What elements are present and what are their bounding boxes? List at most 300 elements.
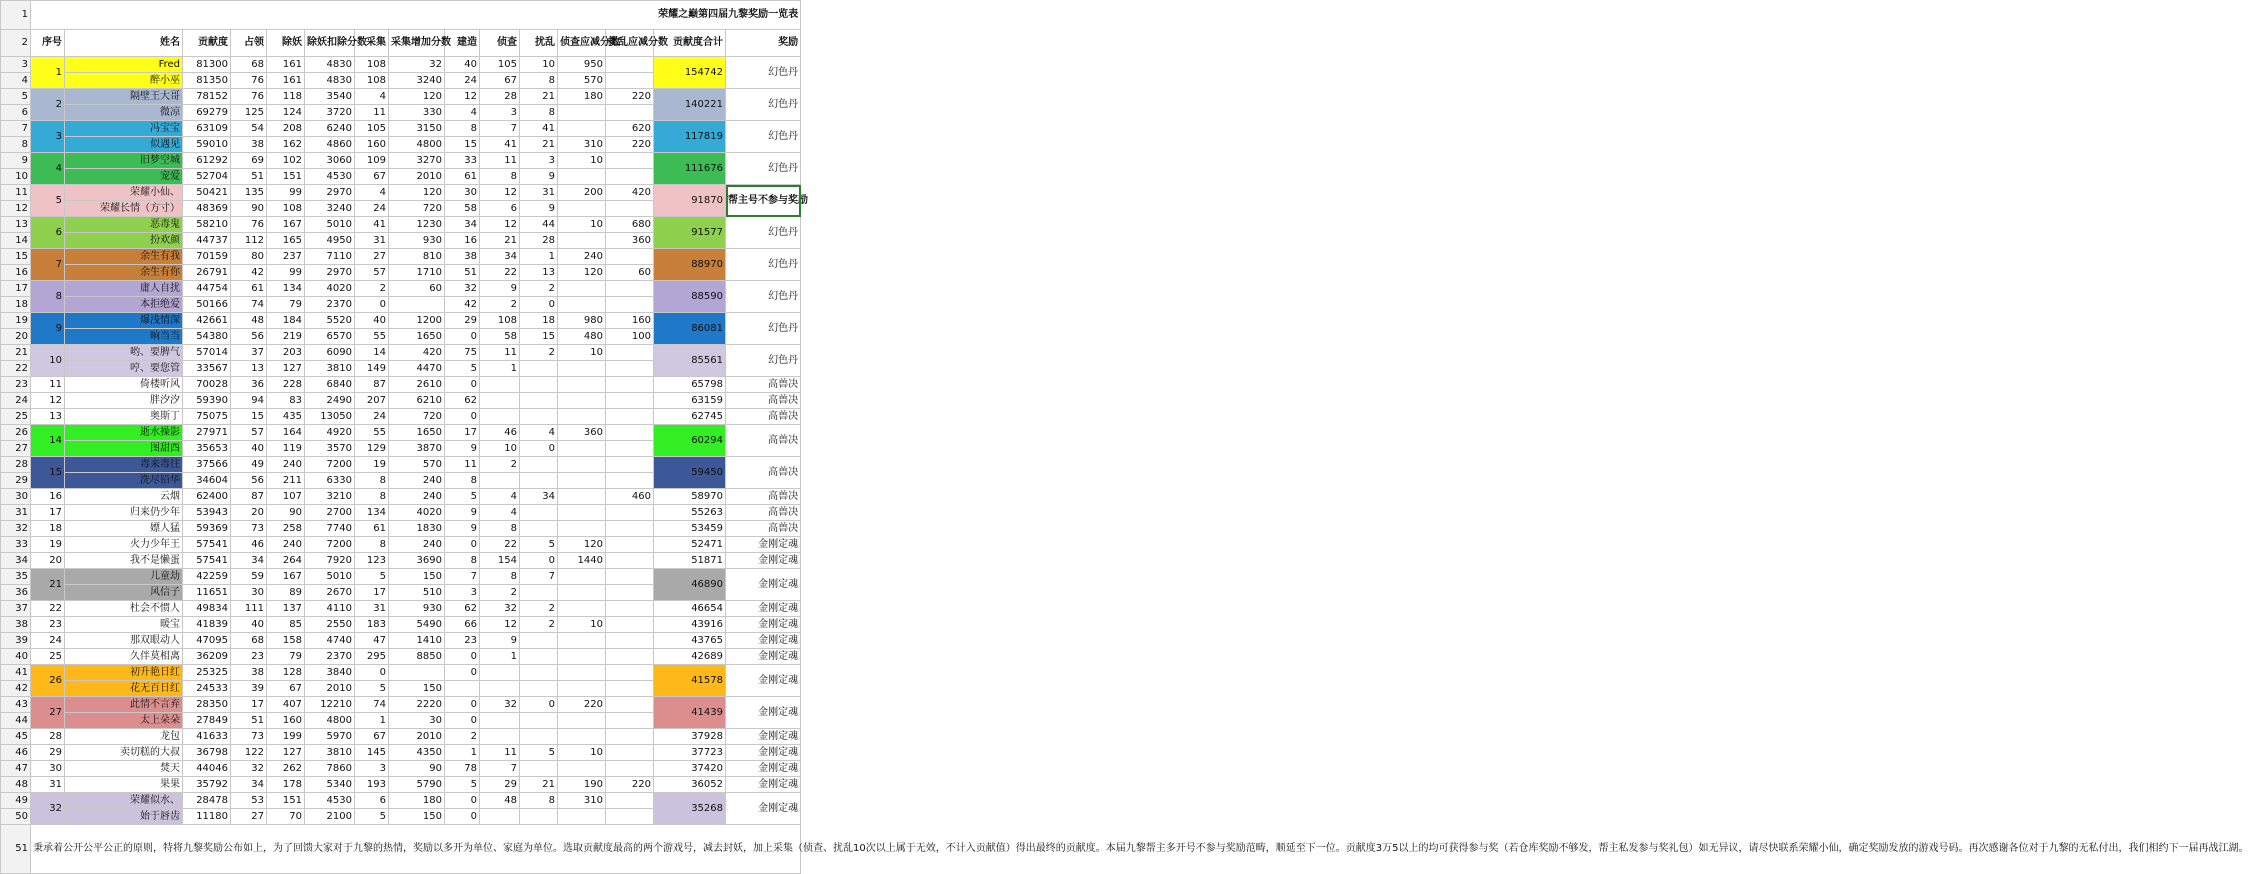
- occupy-cell: 76: [231, 89, 267, 105]
- table-row: [1, 697, 801, 713]
- player-name: 久伴莫相离: [65, 649, 183, 665]
- demon-deduct-cell: 4950: [305, 233, 355, 249]
- build-cell: 62: [445, 393, 480, 409]
- gather-cell: 67: [355, 729, 389, 745]
- demon-deduct-cell: 3840: [305, 665, 355, 681]
- total-contribution: 36052: [654, 777, 726, 793]
- build-cell: [445, 681, 480, 697]
- disrupt-cell: 5: [520, 745, 558, 761]
- demon-deduct-cell: 3240: [305, 201, 355, 217]
- contribution-cell: 26791: [183, 265, 231, 281]
- occupy-cell: 34: [231, 553, 267, 569]
- row-number: 2: [1, 30, 31, 57]
- scout-deduct-cell: [558, 169, 606, 185]
- disrupt-cell: 5: [520, 537, 558, 553]
- scout-cell: 4: [480, 505, 520, 521]
- scout-cell: 12: [480, 617, 520, 633]
- scout-cell: 9: [480, 281, 520, 297]
- demon-cell: 167: [267, 217, 305, 233]
- table-row: [1, 457, 801, 473]
- gather-cell: 160: [355, 137, 389, 153]
- scout-cell: 1: [480, 649, 520, 665]
- reward-cell: 幻色丹: [726, 121, 801, 153]
- reward-cell: 金刚定魂: [726, 601, 801, 617]
- demon-cell: 208: [267, 121, 305, 137]
- demon-deduct-cell: 3720: [305, 105, 355, 121]
- player-name: 焚天: [65, 761, 183, 777]
- seq-cell: 24: [31, 633, 65, 649]
- occupy-cell: 51: [231, 713, 267, 729]
- disrupt-deduct-cell: [606, 57, 654, 73]
- demon-cell: 127: [267, 361, 305, 377]
- gather-cell: 47: [355, 633, 389, 649]
- disrupt-deduct-cell: [606, 153, 654, 169]
- player-name: 荣耀似水、: [65, 793, 183, 809]
- scout-cell: 9: [480, 633, 520, 649]
- total-contribution: 60294: [654, 425, 726, 457]
- column-header: 占领: [231, 30, 267, 57]
- table-row: [1, 185, 801, 201]
- reward-cell: 金刚定魂: [726, 649, 801, 665]
- scout-deduct-cell: [558, 281, 606, 297]
- row-number: 23: [1, 377, 31, 393]
- demon-deduct-cell: 4860: [305, 137, 355, 153]
- occupy-cell: 32: [231, 761, 267, 777]
- contribution-cell: 28478: [183, 793, 231, 809]
- demon-cell: 70: [267, 809, 305, 825]
- build-cell: 78: [445, 761, 480, 777]
- contribution-cell: 47095: [183, 633, 231, 649]
- gather-bonus-cell: 150: [389, 681, 445, 697]
- contribution-cell: 34604: [183, 473, 231, 489]
- occupy-cell: 51: [231, 169, 267, 185]
- row-number: 8: [1, 137, 31, 153]
- disrupt-deduct-cell: [606, 649, 654, 665]
- gather-cell: 5: [355, 681, 389, 697]
- demon-deduct-cell: 2370: [305, 649, 355, 665]
- demon-cell: 258: [267, 521, 305, 537]
- scout-cell: 32: [480, 697, 520, 713]
- demon-cell: 127: [267, 745, 305, 761]
- row-number: 13: [1, 217, 31, 233]
- contribution-cell: 59390: [183, 393, 231, 409]
- occupy-cell: 34: [231, 777, 267, 793]
- table-row: [1, 217, 801, 233]
- build-cell: 16: [445, 233, 480, 249]
- total-contribution: 140221: [654, 89, 726, 121]
- scout-cell: [480, 729, 520, 745]
- total-contribution: 88970: [654, 249, 726, 281]
- player-name: 胖汐汐: [65, 393, 183, 409]
- column-header: 采集: [355, 30, 389, 57]
- demon-cell: 160: [267, 713, 305, 729]
- demon-cell: 178: [267, 777, 305, 793]
- scout-deduct-cell: 10: [558, 345, 606, 361]
- build-cell: 9: [445, 441, 480, 457]
- occupy-cell: 54: [231, 121, 267, 137]
- seq-cell: 9: [31, 313, 65, 345]
- demon-cell: 199: [267, 729, 305, 745]
- occupy-cell: 73: [231, 521, 267, 537]
- contribution-cell: 44737: [183, 233, 231, 249]
- seq-cell: 32: [31, 793, 65, 825]
- gather-bonus-cell: 5490: [389, 617, 445, 633]
- contribution-cell: 42259: [183, 569, 231, 585]
- reward-cell: 幻色丹: [726, 345, 801, 377]
- demon-cell: 119: [267, 441, 305, 457]
- player-name: 微凉: [65, 105, 183, 121]
- disrupt-cell: [520, 729, 558, 745]
- scout-deduct-cell: 480: [558, 329, 606, 345]
- gather-bonus-cell: 810: [389, 249, 445, 265]
- demon-deduct-cell: 2670: [305, 585, 355, 601]
- gather-bonus-cell: 2010: [389, 169, 445, 185]
- demon-deduct-cell: 5340: [305, 777, 355, 793]
- player-name: 恶毒鬼: [65, 217, 183, 233]
- contribution-cell: 11180: [183, 809, 231, 825]
- demon-cell: 90: [267, 505, 305, 521]
- total-contribution: 58970: [654, 489, 726, 505]
- build-cell: 0: [445, 697, 480, 713]
- table-row: [1, 777, 801, 793]
- gather-cell: 31: [355, 233, 389, 249]
- gather-bonus-cell: 2610: [389, 377, 445, 393]
- player-name: 初升艳日红: [65, 665, 183, 681]
- occupy-cell: 73: [231, 729, 267, 745]
- gather-bonus-cell: 240: [389, 473, 445, 489]
- build-cell: 23: [445, 633, 480, 649]
- gather-bonus-cell: 120: [389, 185, 445, 201]
- contribution-cell: 81350: [183, 73, 231, 89]
- player-name: 我不是懒蛋: [65, 553, 183, 569]
- total-contribution: 91870: [654, 185, 726, 217]
- disrupt-cell: 0: [520, 697, 558, 713]
- occupy-cell: 30: [231, 585, 267, 601]
- total-contribution: 86081: [654, 313, 726, 345]
- gather-cell: 108: [355, 57, 389, 73]
- gather-bonus-cell: 720: [389, 409, 445, 425]
- scout-deduct-cell: [558, 521, 606, 537]
- scout-cell: 41: [480, 137, 520, 153]
- demon-cell: 161: [267, 57, 305, 73]
- occupy-cell: 74: [231, 297, 267, 313]
- gather-bonus-cell: 240: [389, 537, 445, 553]
- scout-deduct-cell: [558, 505, 606, 521]
- player-name: 果果: [65, 777, 183, 793]
- disrupt-cell: 2: [520, 345, 558, 361]
- disrupt-deduct-cell: [606, 377, 654, 393]
- occupy-cell: 112: [231, 233, 267, 249]
- gather-bonus-cell: 120: [389, 89, 445, 105]
- demon-deduct-cell: 7860: [305, 761, 355, 777]
- gather-bonus-cell: 2010: [389, 729, 445, 745]
- contribution-cell: 70159: [183, 249, 231, 265]
- occupy-cell: 23: [231, 649, 267, 665]
- demon-cell: 407: [267, 697, 305, 713]
- scout-cell: 1: [480, 361, 520, 377]
- demon-cell: 203: [267, 345, 305, 361]
- build-cell: 0: [445, 649, 480, 665]
- column-header: 侦查: [480, 30, 520, 57]
- build-cell: 12: [445, 89, 480, 105]
- disrupt-deduct-cell: [606, 441, 654, 457]
- demon-deduct-cell: 7740: [305, 521, 355, 537]
- disrupt-cell: 2: [520, 601, 558, 617]
- reward-cell: 金刚定魂: [726, 745, 801, 761]
- gather-cell: 27: [355, 249, 389, 265]
- occupy-cell: 40: [231, 617, 267, 633]
- scout-cell: 6: [480, 201, 520, 217]
- row-number: 10: [1, 169, 31, 185]
- scout-deduct-cell: 10: [558, 617, 606, 633]
- scout-cell: 12: [480, 217, 520, 233]
- gather-cell: 74: [355, 697, 389, 713]
- disrupt-cell: 8: [520, 73, 558, 89]
- scout-cell: 22: [480, 537, 520, 553]
- demon-cell: 137: [267, 601, 305, 617]
- gather-cell: 5: [355, 809, 389, 825]
- gather-bonus-cell: 1410: [389, 633, 445, 649]
- scout-cell: 67: [480, 73, 520, 89]
- disrupt-cell: 41: [520, 121, 558, 137]
- row-number: 21: [1, 345, 31, 361]
- scout-deduct-cell: [558, 601, 606, 617]
- scout-cell: [480, 473, 520, 489]
- disrupt-cell: 1: [520, 249, 558, 265]
- player-name: 嫖人猛: [65, 521, 183, 537]
- demon-deduct-cell: 3810: [305, 361, 355, 377]
- gather-cell: 19: [355, 457, 389, 473]
- scout-deduct-cell: [558, 489, 606, 505]
- scout-cell: [480, 665, 520, 681]
- scout-deduct-cell: [558, 809, 606, 825]
- demon-cell: 107: [267, 489, 305, 505]
- gather-cell: 57: [355, 265, 389, 281]
- demon-cell: 262: [267, 761, 305, 777]
- player-name: 始于唇齿: [65, 809, 183, 825]
- table-row: [1, 377, 801, 393]
- gather-bonus-cell: 420: [389, 345, 445, 361]
- reward-cell: 幻色丹: [726, 89, 801, 121]
- gather-bonus-cell: 930: [389, 233, 445, 249]
- demon-deduct-cell: 7110: [305, 249, 355, 265]
- gather-bonus-cell: 720: [389, 201, 445, 217]
- seq-cell: 26: [31, 665, 65, 697]
- demon-cell: 99: [267, 185, 305, 201]
- seq-cell: 21: [31, 569, 65, 601]
- gather-bonus-cell: 4350: [389, 745, 445, 761]
- disrupt-deduct-cell: [606, 665, 654, 681]
- build-cell: 0: [445, 665, 480, 681]
- player-name: 本拒绝爱: [65, 297, 183, 313]
- gather-cell: 8: [355, 537, 389, 553]
- disrupt-deduct-cell: [606, 409, 654, 425]
- disrupt-cell: [520, 585, 558, 601]
- contribution-cell: 27971: [183, 425, 231, 441]
- disrupt-deduct-cell: [606, 569, 654, 585]
- disrupt-cell: 8: [520, 105, 558, 121]
- seq-cell: 13: [31, 409, 65, 425]
- contribution-cell: 58210: [183, 217, 231, 233]
- row-number: 47: [1, 761, 31, 777]
- disrupt-cell: [520, 505, 558, 521]
- demon-cell: 264: [267, 553, 305, 569]
- build-cell: 38: [445, 249, 480, 265]
- contribution-cell: 44754: [183, 281, 231, 297]
- demon-cell: 167: [267, 569, 305, 585]
- reward-cell: 高兽决: [726, 393, 801, 409]
- row-number: 34: [1, 553, 31, 569]
- table-row: [1, 121, 801, 137]
- reward-cell: 金刚定魂: [726, 665, 801, 697]
- gather-cell: 17: [355, 585, 389, 601]
- seq-cell: 16: [31, 489, 65, 505]
- table-row: [1, 729, 801, 745]
- seq-cell: 29: [31, 745, 65, 761]
- build-cell: 34: [445, 217, 480, 233]
- gather-bonus-cell: 4470: [389, 361, 445, 377]
- reward-cell: 幻色丹: [726, 281, 801, 313]
- scout-deduct-cell: 200: [558, 185, 606, 201]
- disrupt-deduct-cell: 620: [606, 121, 654, 137]
- demon-deduct-cell: 6240: [305, 121, 355, 137]
- demon-cell: 108: [267, 201, 305, 217]
- scout-cell: 2: [480, 585, 520, 601]
- scout-deduct-cell: 310: [558, 137, 606, 153]
- occupy-cell: 37: [231, 345, 267, 361]
- gather-cell: 109: [355, 153, 389, 169]
- gather-cell: 3: [355, 761, 389, 777]
- gather-bonus-cell: 930: [389, 601, 445, 617]
- occupy-cell: 49: [231, 457, 267, 473]
- scout-cell: 2: [480, 297, 520, 313]
- occupy-cell: 122: [231, 745, 267, 761]
- disrupt-cell: [520, 633, 558, 649]
- disrupt-deduct-cell: 360: [606, 233, 654, 249]
- gather-bonus-cell: 180: [389, 793, 445, 809]
- table-row: [1, 665, 801, 681]
- contribution-cell: 27849: [183, 713, 231, 729]
- disrupt-deduct-cell: 220: [606, 777, 654, 793]
- scout-cell: 2: [480, 457, 520, 473]
- reward-cell: 高兽决: [726, 489, 801, 505]
- player-name: 图甜酉: [65, 441, 183, 457]
- gather-bonus-cell: 6210: [389, 393, 445, 409]
- contribution-cell: 35653: [183, 441, 231, 457]
- gather-bonus-cell: 4020: [389, 505, 445, 521]
- seq-cell: 20: [31, 553, 65, 569]
- scout-deduct-cell: [558, 649, 606, 665]
- disrupt-cell: 34: [520, 489, 558, 505]
- demon-cell: 102: [267, 153, 305, 169]
- row-number: 4: [1, 73, 31, 89]
- contribution-cell: 11651: [183, 585, 231, 601]
- contribution-cell: 57541: [183, 537, 231, 553]
- table-row: [1, 57, 801, 73]
- gather-bonus-cell: 3690: [389, 553, 445, 569]
- column-header: 除妖: [267, 30, 305, 57]
- reward-cell: 金刚定魂: [726, 729, 801, 745]
- contribution-cell: 44046: [183, 761, 231, 777]
- occupy-cell: 69: [231, 153, 267, 169]
- disrupt-deduct-cell: [606, 633, 654, 649]
- reward-cell: 金刚定魂: [726, 553, 801, 569]
- table-row: [1, 793, 801, 809]
- contribution-cell: 57014: [183, 345, 231, 361]
- reward-cell: 金刚定魂: [726, 777, 801, 793]
- build-cell: 66: [445, 617, 480, 633]
- player-name: 荣耀长情（方寸）: [65, 201, 183, 217]
- scout-deduct-cell: [558, 201, 606, 217]
- build-cell: 30: [445, 185, 480, 201]
- player-name: 隔壁王大哥: [65, 89, 183, 105]
- gather-bonus-cell: 4800: [389, 137, 445, 153]
- row-number: 49: [1, 793, 31, 809]
- scout-cell: [480, 681, 520, 697]
- contribution-cell: 50166: [183, 297, 231, 313]
- disrupt-deduct-cell: 460: [606, 489, 654, 505]
- row-number: 25: [1, 409, 31, 425]
- gather-cell: 55: [355, 329, 389, 345]
- total-contribution: 41578: [654, 665, 726, 697]
- row-number: 12: [1, 201, 31, 217]
- build-cell: 3: [445, 585, 480, 601]
- seq-cell: 6: [31, 217, 65, 249]
- player-name: 余生有你: [65, 265, 183, 281]
- gather-cell: 207: [355, 393, 389, 409]
- demon-cell: 151: [267, 169, 305, 185]
- contribution-cell: 33567: [183, 361, 231, 377]
- contribution-cell: 59010: [183, 137, 231, 153]
- table-row: [1, 425, 801, 441]
- occupy-cell: 36: [231, 377, 267, 393]
- occupy-cell: 40: [231, 441, 267, 457]
- demon-cell: 435: [267, 409, 305, 425]
- occupy-cell: 56: [231, 473, 267, 489]
- row-number: 51: [1, 825, 31, 874]
- reward-cell: 高兽决: [726, 457, 801, 489]
- disrupt-cell: 8: [520, 793, 558, 809]
- total-contribution: 117819: [654, 121, 726, 153]
- contribution-cell: 25325: [183, 665, 231, 681]
- reward-cell: 高兽决: [726, 521, 801, 537]
- build-cell: 24: [445, 73, 480, 89]
- disrupt-cell: [520, 809, 558, 825]
- occupy-cell: 68: [231, 633, 267, 649]
- contribution-cell: 28350: [183, 697, 231, 713]
- total-contribution: 52471: [654, 537, 726, 553]
- table-row: [1, 153, 801, 169]
- gather-cell: 61: [355, 521, 389, 537]
- gather-bonus-cell: 240: [389, 489, 445, 505]
- table-row: [1, 649, 801, 665]
- gather-bonus-cell: 8850: [389, 649, 445, 665]
- disrupt-deduct-cell: [606, 425, 654, 441]
- total-contribution: 85561: [654, 345, 726, 377]
- reward-cell: 帮主号不参与奖励: [726, 185, 801, 217]
- row-number: 5: [1, 89, 31, 105]
- total-contribution: 59450: [654, 457, 726, 489]
- row-number: 38: [1, 617, 31, 633]
- row-number: 11: [1, 185, 31, 201]
- header-row: [1, 30, 801, 57]
- row-number: 29: [1, 473, 31, 489]
- build-cell: 33: [445, 153, 480, 169]
- seq-cell: 23: [31, 617, 65, 633]
- scout-deduct-cell: [558, 665, 606, 681]
- demon-cell: 165: [267, 233, 305, 249]
- table-row: [1, 313, 801, 329]
